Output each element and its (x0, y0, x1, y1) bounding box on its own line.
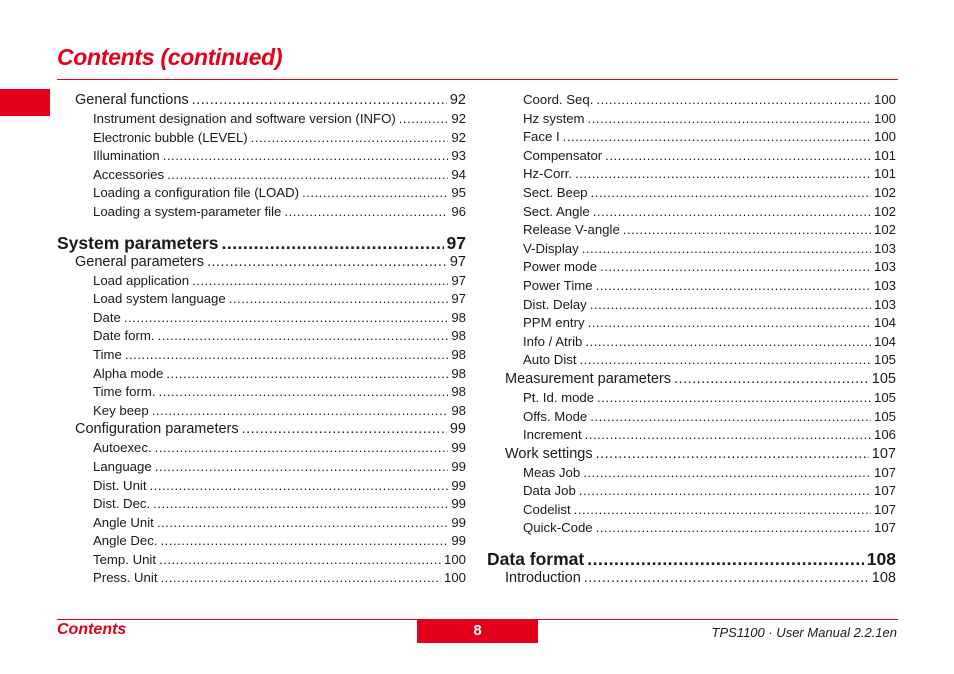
toc-entry-page: 93 (451, 148, 466, 164)
toc-entry-page: 107 (873, 520, 896, 536)
toc-leader-dots (161, 569, 441, 588)
toc-entry-label: Power mode (523, 259, 598, 275)
toc-entry-label: Dist. Unit (93, 477, 147, 493)
toc-entry-page: 99 (451, 458, 466, 474)
toc-entry-page: 97 (446, 232, 466, 253)
toc-entry-page: 99 (451, 533, 466, 549)
toc-leader-dots (207, 253, 447, 272)
toc-entry[interactable] (487, 370, 896, 389)
toc-entry[interactable] (487, 91, 896, 110)
toc-entry[interactable] (57, 184, 466, 203)
toc-entry-page: 103 (873, 277, 896, 293)
toc-leader-dots (591, 184, 871, 203)
toc-entry-label: General parameters (75, 253, 204, 270)
toc-entry[interactable] (57, 129, 466, 148)
toc-leader-dots (159, 383, 449, 402)
toc-entry-label: Illumination (93, 148, 160, 164)
toc-leader-dots (221, 231, 443, 255)
toc-entry-label: Date form. (93, 328, 155, 344)
toc-entry[interactable] (57, 203, 466, 222)
toc-entry-page: 104 (873, 315, 896, 331)
toc-entry-page: 100 (443, 551, 466, 567)
toc-entry-page: 99 (451, 514, 466, 530)
toc-entry[interactable] (57, 532, 466, 551)
toc-entry-label: Autoexec. (93, 440, 152, 456)
toc-entry-label: Sect. Beep (523, 184, 588, 200)
toc-left-column (57, 91, 466, 588)
toc-leader-dots (302, 184, 448, 203)
toc-entry[interactable] (487, 408, 896, 427)
toc-leader-dots (596, 277, 871, 296)
toc-entry-label: Quick-Code (523, 520, 593, 536)
toc-entry-page: 102 (873, 203, 896, 219)
toc-entry[interactable] (57, 514, 466, 533)
toc-entry-label: Sect. Angle (523, 203, 590, 219)
toc-entry-page: 99 (449, 421, 466, 438)
toc-leader-dots (399, 110, 449, 129)
toc-leader-dots (583, 464, 871, 483)
toc-leader-dots (166, 365, 448, 384)
toc-entry[interactable] (487, 389, 896, 408)
toc-entry-page: 94 (451, 166, 466, 182)
toc-leader-dots (575, 165, 871, 184)
toc-entry[interactable] (57, 290, 466, 309)
footer-section-label: Contents (57, 621, 127, 638)
toc-entry-page: 107 (873, 501, 896, 517)
toc-entry-page: 105 (871, 370, 896, 387)
toc-entry-page: 95 (451, 185, 466, 201)
page-number: 8 (473, 622, 482, 639)
toc-entry[interactable] (57, 420, 466, 439)
toc-entry[interactable] (57, 346, 466, 365)
toc-entry-label: Meas Job (523, 464, 581, 480)
toc-leader-dots (605, 147, 871, 166)
toc-entry-label: PPM entry (523, 315, 585, 331)
toc-entry-page: 108 (871, 570, 896, 587)
toc-entry-page: 100 (873, 110, 896, 126)
toc-entry-label: Angle Dec. (93, 533, 158, 549)
toc-leader-dots (590, 296, 871, 315)
toc-entry[interactable] (57, 231, 466, 255)
toc-entry-page: 99 (451, 496, 466, 512)
toc-entry-label: Auto Dist (523, 352, 577, 368)
toc-entry[interactable] (487, 165, 896, 184)
toc-leader-dots (585, 426, 871, 445)
toc-entry-label: Loading a configuration file (LOAD) (93, 185, 299, 201)
toc-entry-page: 92 (451, 129, 466, 145)
toc-entry-page: 105 (873, 408, 896, 424)
toc-entry[interactable] (57, 551, 466, 570)
toc-entry-label: Face I (523, 129, 560, 145)
toc-entry[interactable] (57, 477, 466, 496)
toc-entry-page: 98 (451, 328, 466, 344)
toc-entry-page: 100 (873, 129, 896, 145)
toc-entry-page: 99 (451, 440, 466, 456)
toc-entry-label: Hz system (523, 110, 585, 126)
toc-leader-dots (579, 482, 871, 501)
toc-entry-page: 101 (873, 166, 896, 182)
toc-leader-dots (563, 128, 871, 147)
toc-entry-page: 97 (449, 253, 466, 270)
toc-entry[interactable] (487, 547, 896, 571)
toc-leader-dots (163, 147, 449, 166)
toc-right-column (487, 91, 896, 588)
toc-entry[interactable] (487, 110, 896, 129)
toc-entry[interactable] (57, 147, 466, 166)
toc-leader-dots (600, 258, 871, 277)
toc-leader-dots (229, 290, 449, 309)
toc-entry-page: 99 (451, 477, 466, 493)
toc-entry[interactable] (487, 258, 896, 277)
toc-entry[interactable] (57, 383, 466, 402)
toc-entry[interactable] (487, 464, 896, 483)
toc-entry-label: Dist. Delay (523, 296, 587, 312)
toc-leader-dots (674, 370, 869, 389)
toc-entry[interactable] (487, 296, 896, 315)
toc-entry-label: Release V-angle (523, 222, 620, 238)
toc-leader-dots (597, 389, 871, 408)
toc-entry-label: Press. Unit (93, 570, 158, 586)
page-number-badge (417, 620, 538, 643)
toc-entry[interactable] (487, 128, 896, 147)
toc-entry[interactable] (487, 445, 896, 464)
toc-entry-label: Codelist (523, 501, 571, 517)
toc-leader-dots (574, 501, 871, 520)
toc-entry[interactable] (487, 147, 896, 166)
toc-entry-label: Pt. Id. mode (523, 389, 595, 405)
toc-entry[interactable] (57, 110, 466, 129)
toc-entry[interactable] (57, 458, 466, 477)
toc-entry[interactable] (57, 91, 466, 110)
toc-entry[interactable] (487, 333, 896, 352)
toc-entry[interactable] (57, 327, 466, 346)
toc-entry-page: 107 (871, 445, 896, 462)
toc-leader-dots (153, 495, 448, 514)
toc-entry-label: Data Job (523, 483, 576, 499)
toc-entry-page: 98 (451, 365, 466, 381)
toc-leader-dots (590, 408, 871, 427)
toc-entry[interactable] (57, 272, 466, 291)
toc-entry[interactable] (57, 439, 466, 458)
toc-entry-label: Hz-Corr. (523, 166, 573, 182)
toc-leader-dots (596, 445, 869, 464)
toc-entry-page: 98 (451, 346, 466, 362)
toc-entry-label: Time form. (93, 384, 156, 400)
toc-entry-page: 97 (451, 291, 466, 307)
toc-entry-label: Language (93, 458, 152, 474)
toc-entry-page: 98 (451, 402, 466, 418)
toc-leader-dots (588, 314, 871, 333)
toc-entry-page: 103 (873, 259, 896, 275)
toc-leader-dots (125, 346, 449, 365)
toc-entry-page: 97 (451, 272, 466, 288)
toc-entry-page: 107 (873, 464, 896, 480)
toc-entry[interactable] (487, 426, 896, 445)
footer-manual-title: TPS1100 · User Manual 2.2.1en (711, 625, 897, 640)
section-tab-marker (0, 89, 50, 116)
toc-entry-label: Angle Unit (93, 514, 154, 530)
toc-entry-page: 105 (873, 389, 896, 405)
toc-entry-label: System parameters (57, 232, 219, 253)
toc-entry-page: 98 (451, 384, 466, 400)
toc-entry-page: 100 (443, 570, 466, 586)
toc-leader-dots (155, 458, 449, 477)
toc-leader-dots (596, 91, 871, 110)
toc-entry-page: 96 (451, 203, 466, 219)
toc-entry-label: Electronic bubble (LEVEL) (93, 129, 248, 145)
toc-entry[interactable] (487, 482, 896, 501)
toc-entry-page: 107 (873, 483, 896, 499)
toc-entry-label: Compensator (523, 147, 603, 163)
toc-leader-dots (192, 91, 447, 110)
toc-entry[interactable] (57, 495, 466, 514)
toc-entry[interactable] (487, 351, 896, 370)
toc-entry[interactable] (487, 240, 896, 259)
toc-leader-dots (585, 333, 871, 352)
toc-entry-page: 103 (873, 240, 896, 256)
toc-entry[interactable] (57, 365, 466, 384)
page-title: Contents (continued) (57, 44, 283, 70)
toc-entry[interactable] (487, 203, 896, 222)
toc-entry-label: Dist. Dec. (93, 496, 151, 512)
toc-entry-label: Power Time (523, 277, 593, 293)
toc-leader-dots (242, 420, 447, 439)
toc-leader-dots (582, 240, 871, 259)
toc-entry-page: 103 (873, 296, 896, 312)
toc-entry-label: Measurement parameters (505, 370, 672, 387)
toc-entry[interactable] (487, 221, 896, 240)
toc-leader-dots (596, 519, 871, 538)
toc-entry-label: V-Display (523, 240, 579, 256)
toc-leader-dots (157, 514, 448, 533)
toc-entry-label: Instrument designation and software version (INFO) (93, 111, 396, 126)
toc-leader-dots (587, 547, 864, 571)
toc-leader-dots (167, 166, 448, 185)
toc-entry-page: 98 (451, 309, 466, 325)
toc-entry-label: Accessories (93, 166, 165, 182)
toc-entry[interactable] (487, 501, 896, 520)
toc-entry-label: Introduction (505, 570, 581, 587)
toc-entry-label: Increment (523, 427, 582, 443)
toc-entry[interactable] (57, 569, 466, 588)
toc-entry-page: 92 (449, 92, 466, 108)
toc-entry-label: Offs. Mode (523, 408, 588, 424)
toc-entry[interactable] (487, 184, 896, 203)
toc-leader-dots (588, 110, 871, 129)
toc-entry-label: Key beep (93, 402, 149, 418)
header-rule (57, 79, 898, 80)
toc-entry-label: Info / Atrib (523, 333, 583, 349)
toc-entry-label: Load system language (93, 291, 226, 307)
toc-leader-dots (593, 203, 871, 222)
toc-entry-page: 102 (873, 184, 896, 200)
toc-entry-label: Time (93, 346, 122, 362)
toc-entry-label: Temp. Unit (93, 551, 157, 567)
toc-entry[interactable] (57, 402, 466, 421)
toc-leader-dots (584, 569, 869, 588)
toc-entry-label: Date (93, 309, 121, 325)
toc-entry-label: Configuration parameters (75, 421, 239, 438)
toc-entry-page: 102 (873, 222, 896, 238)
toc-leader-dots (159, 551, 441, 570)
toc-entry[interactable] (487, 314, 896, 333)
toc-leader-dots (580, 351, 871, 370)
toc-entry[interactable] (57, 166, 466, 185)
toc-leader-dots (284, 203, 448, 222)
toc-leader-dots (251, 129, 449, 148)
toc-leader-dots (161, 532, 449, 551)
toc-entry[interactable] (487, 569, 896, 588)
toc-entry[interactable] (487, 519, 896, 538)
toc-entry-label: General functions (75, 92, 189, 108)
toc-entry-page: 105 (873, 352, 896, 368)
toc-entry-page: 104 (873, 333, 896, 349)
toc-entry-page: 108 (866, 549, 896, 570)
toc-entry[interactable] (487, 277, 896, 296)
toc-entry[interactable] (57, 309, 466, 328)
toc-entry-page: 100 (873, 92, 896, 107)
toc-leader-dots (150, 477, 449, 496)
toc-leader-dots (623, 221, 871, 240)
toc-entry-page: 106 (873, 427, 896, 443)
toc-entry-label: Alpha mode (93, 365, 164, 381)
toc-entry-label: Load application (93, 272, 190, 288)
toc-leader-dots (158, 327, 449, 346)
toc-leader-dots (124, 309, 448, 328)
toc-leader-dots (192, 272, 448, 291)
toc-entry-label: Work settings (505, 445, 593, 462)
toc-entry-page: 101 (873, 147, 896, 163)
toc-entry-label: Coord. Seq. (523, 92, 594, 107)
toc-entry-label: Data format (487, 549, 585, 570)
toc-entry[interactable] (57, 253, 466, 272)
toc-leader-dots (152, 402, 449, 421)
toc-entry-page: 92 (451, 111, 466, 126)
toc-leader-dots (155, 439, 449, 458)
toc-entry-label: Loading a system-parameter file (93, 203, 282, 219)
